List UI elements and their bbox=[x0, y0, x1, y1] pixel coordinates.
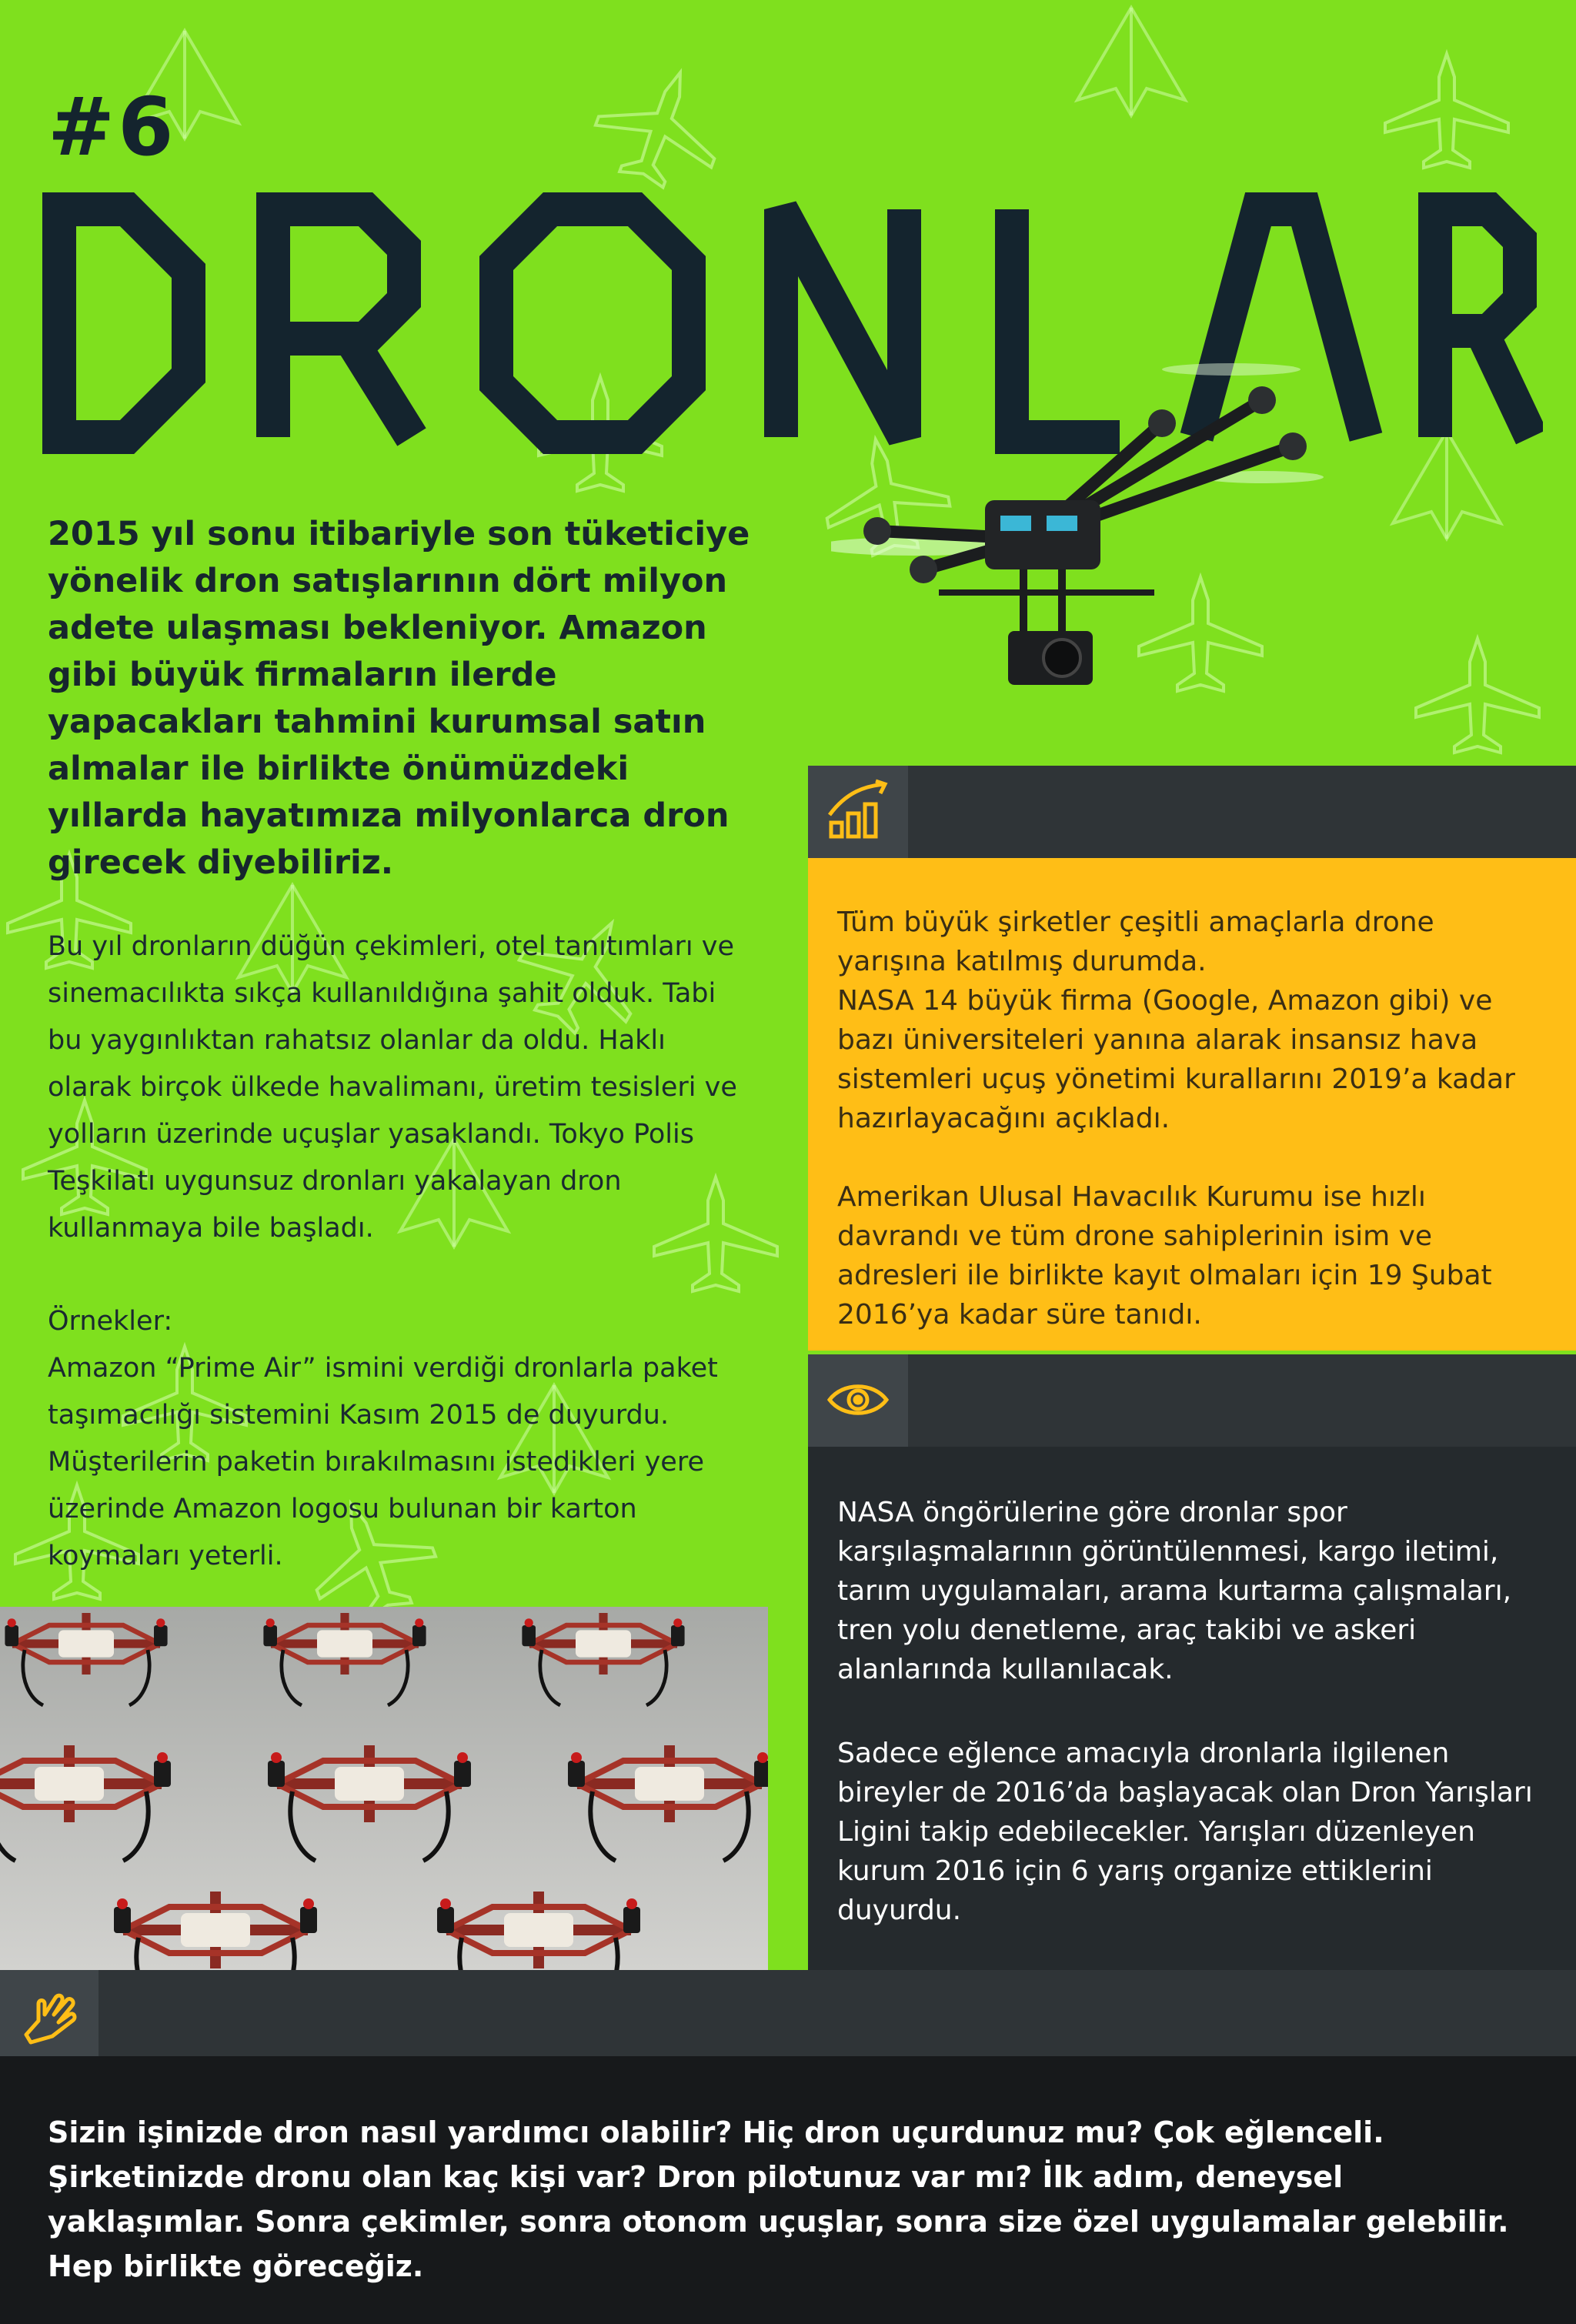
drone-fleet-photo bbox=[0, 1607, 768, 1970]
eye-icon bbox=[823, 1365, 893, 1434]
vision-paragraph-1: NASA öngörülerine göre dronlar spor karşılaşmalarının görüntülenmesi, kargo iletimi, tarım uygulamaları, arama kurtarma çalışmaları, tren yolu denetleme, araç takibi ve askeri alanlarında kullanılacak. bbox=[837, 1497, 1512, 1685]
growth-paragraph-1: Tüm büyük şirketler çeşitli amaçlarla drone yarışına katılmış durumda. NASA 14 büyük firma (Google, Amazon gibi) ve bazı üniversiteleri yanına alarak insansız hava sistemleri uçuş yönetimi kurallarını 2019’a kadar hazırlayacağını açıkladı. bbox=[837, 907, 1515, 1134]
closing-icon-tab bbox=[0, 1970, 98, 2056]
lead-paragraph: 2015 yıl sonu itibariyle son tüketiciye yönelik dron satışlarının dört milyon adete ulaşması bekleniyor. Amazon gibi büyük firmaların ilerde yapacakları tahmini kurumsal satın almalar ile birlikte önümüzdeki yıllarda hayatımıza milyonlarca dron girecek diyebiliriz. bbox=[48, 515, 750, 882]
body-paragraph-1: Bu yıl dronların düğün çekimleri, otel tanıtımları ve sinemacılıkta sıkça kullanıldığına şahit olduk. Tabi bu yaygınlıktan rahatsız olanlar da oldu. Haklı olarak birçok ülkede havalimanı, üretim tesisleri ve yolların üzerinde uçuşlar yasaklandı. Tokyo Polis Teşkilatı uygunsuz dronları yakalayan dron kullanmaya bile başladı. bbox=[48, 931, 737, 1244]
vision-paragraph-2: Sadece eğlence amacıyla dronlarla ilgilenen bireyler de 2016’da başlayacak olan Dron Yarışları Ligini takip edebilecekler. Yarışları düzenleyen kurum 2016 için 6 yarış organize ettiklerini duyurdu. bbox=[837, 1738, 1533, 1926]
closing-panel bbox=[0, 2056, 1576, 2324]
closing-paragraph: Sizin işinizde dron nasıl yardımcı olabilir? Hiç dron uçurdunuz mu? Çok eğlenceli. Şirketinizde dronu olan kaç kişi var? Dron pilotunuz var mı? İlk adım, deneysel yaklaşımlar. Sonra çekimler, sonra otonom uçuşlar, sonra size özel uygulamalar gelebilir. Hep birlikte göreceğiz. bbox=[48, 2115, 1509, 2283]
growth-panel bbox=[808, 858, 1576, 1351]
growth-chart-icon bbox=[823, 776, 893, 846]
examples-heading: Örnekler: bbox=[48, 1306, 173, 1337]
growth-icon-tab bbox=[808, 766, 908, 858]
hand-gesture-icon bbox=[15, 1981, 85, 2050]
vision-icon-tab bbox=[808, 1354, 908, 1447]
growth-paragraph-2: Amerikan Ulusal Havacılık Kurumu ise hızlı davrandı ve tüm drone sahiplerinin isim ve adresleri ile birlikte kayıt olmaları için 19 Şubat 2016’ya kadar süre tanıdı. bbox=[837, 1181, 1492, 1331]
body-text-block bbox=[48, 923, 756, 1580]
issue-number: #6 bbox=[48, 80, 177, 174]
vision-panel-header bbox=[808, 1354, 1576, 1447]
growth-panel-header bbox=[808, 766, 1576, 858]
closing-panel-header bbox=[0, 1970, 1576, 2056]
body-paragraph-2: Amazon “Prime Air” ismini verdiği dronlarla paket taşımacılığı sistemini Kasım 2015 de duyurdu. Müşterilerin paketin bırakılmasını istedikleri yere üzerinde Amazon logosu bulunan bir karton koymaları yeterli. bbox=[48, 1353, 718, 1571]
hexacopter-drone-image bbox=[831, 339, 1324, 708]
vision-panel bbox=[808, 1447, 1576, 1970]
